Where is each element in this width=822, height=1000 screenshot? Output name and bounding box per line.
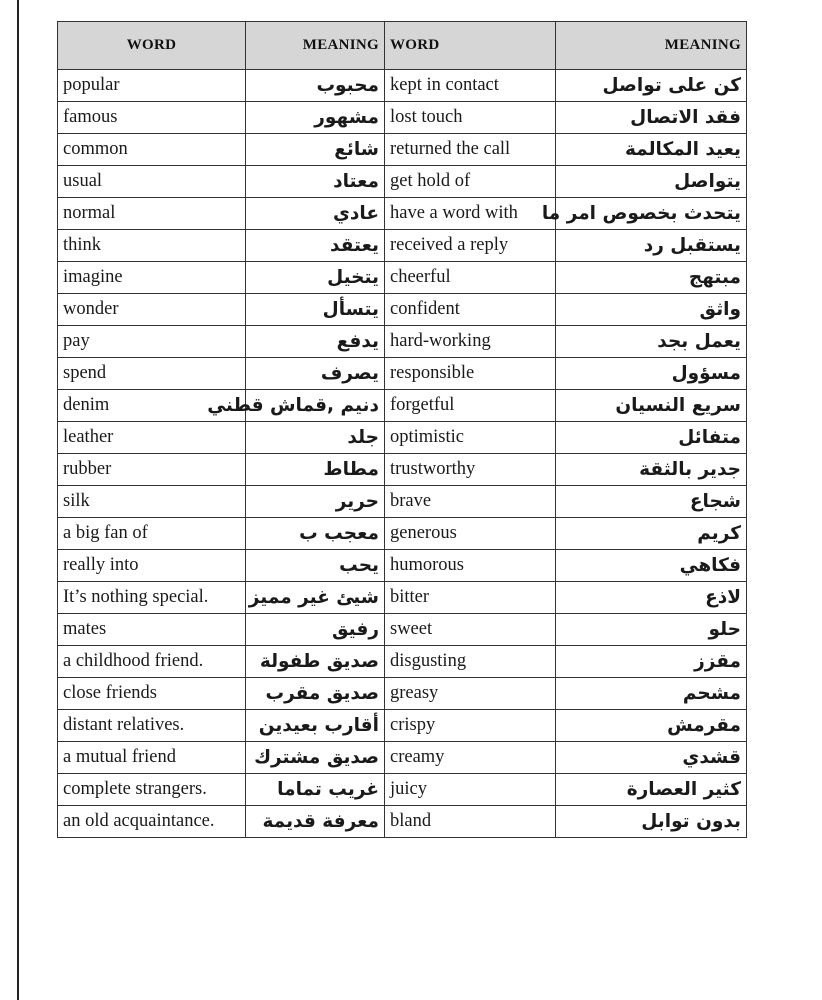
word-cell: famous [58,102,246,134]
word-cell: a childhood friend. [58,646,246,678]
header-row [58,22,747,70]
meaning-cell: معرفة قديمة [246,806,385,838]
table-row [58,454,747,486]
word-cell: imagine [58,262,246,294]
word-cell: creamy [385,742,556,774]
word-cell: a big fan of [58,518,246,550]
word-cell: wonder [58,294,246,326]
meaning-cell: قشدي [556,742,747,774]
word-cell: pay [58,326,246,358]
meaning-cell: عادي [246,198,385,230]
header-meaning-1: MEANING [246,22,385,70]
meaning-cell: جلد [246,422,385,454]
word-cell: confident [385,294,556,326]
table-row [58,166,747,198]
meaning-cell: مشهور [246,102,385,134]
table-row [58,806,747,838]
table-row [58,70,747,102]
word-cell: spend [58,358,246,390]
table-row [58,230,747,262]
word-cell: juicy [385,774,556,806]
meaning-cell: مشحم [556,678,747,710]
meaning-cell: يصرف [246,358,385,390]
meaning-cell: يدفع [246,326,385,358]
meaning-cell: متفائل [556,422,747,454]
table-row [58,422,747,454]
meaning-cell: صديق مشترك [246,742,385,774]
word-cell: rubber [58,454,246,486]
word-cell: cheerful [385,262,556,294]
vocabulary-table [57,21,747,838]
word-cell: close friends [58,678,246,710]
meaning-cell: مبتهج [556,262,747,294]
word-cell: common [58,134,246,166]
meaning-cell: مقزز [556,646,747,678]
word-cell: bland [385,806,556,838]
meaning-cell: مسؤول [556,358,747,390]
word-cell: greasy [385,678,556,710]
word-cell: returned the call [385,134,556,166]
header-word-1: WORD [58,22,246,70]
word-cell: disgusting [385,646,556,678]
header-meaning-2: MEANING [556,22,747,70]
table-row [58,678,747,710]
word-cell: generous [385,518,556,550]
meaning-cell: سريع النسيان [556,390,747,422]
word-cell: normal [58,198,246,230]
meaning-cell: شيئ غير مميز [246,582,385,614]
table-row [58,134,747,166]
word-cell: brave [385,486,556,518]
meaning-cell: شائع [246,134,385,166]
meaning-cell: مطاط [246,454,385,486]
word-cell: complete strangers. [58,774,246,806]
table-row [58,102,747,134]
meaning-cell: جدير بالثقة [556,454,747,486]
meaning-cell: يحب [246,550,385,582]
word-cell: It’s nothing special. [58,582,246,614]
meaning-cell: يتحدث بخصوص امر ما [556,198,747,230]
table-row [58,326,747,358]
table-header [58,22,747,70]
meaning-cell: يتواصل [556,166,747,198]
table-row [58,774,747,806]
table-row [58,198,747,230]
word-cell: mates [58,614,246,646]
word-cell: popular [58,70,246,102]
word-cell: a mutual friend [58,742,246,774]
table-body [58,70,747,838]
table-row [58,710,747,742]
word-cell: leather [58,422,246,454]
meaning-cell: كن على تواصل [556,70,747,102]
meaning-cell: كثير العصارة [556,774,747,806]
meaning-cell: أقارب بعيدين [246,710,385,742]
meaning-cell: محبوب [246,70,385,102]
word-cell: usual [58,166,246,198]
meaning-cell: واثق [556,294,747,326]
meaning-cell: معتاد [246,166,385,198]
meaning-cell: دنيم ,قماش قطني [246,390,385,422]
word-cell: an old acquaintance. [58,806,246,838]
word-cell: responsible [385,358,556,390]
word-cell: optimistic [385,422,556,454]
meaning-cell: يتسأل [246,294,385,326]
meaning-cell: معجب ب [246,518,385,550]
header-word-2: WORD [385,22,556,70]
table-row [58,390,747,422]
word-cell: get hold of [385,166,556,198]
word-cell: kept in contact [385,70,556,102]
meaning-cell: يعيد المكالمة [556,134,747,166]
word-cell: bitter [385,582,556,614]
word-cell: really into [58,550,246,582]
table-row [58,550,747,582]
meaning-cell: كريم [556,518,747,550]
meaning-cell: يعمل بجد [556,326,747,358]
table-row [58,742,747,774]
meaning-cell: رفيق [246,614,385,646]
word-cell: silk [58,486,246,518]
word-cell: humorous [385,550,556,582]
meaning-cell: حرير [246,486,385,518]
meaning-cell: حلو [556,614,747,646]
meaning-cell: بدون توابل [556,806,747,838]
word-cell: trustworthy [385,454,556,486]
table-row [58,262,747,294]
table-row [58,614,747,646]
word-cell: think [58,230,246,262]
word-cell: crispy [385,710,556,742]
meaning-cell: يستقبل رد [556,230,747,262]
meaning-cell: يتخيل [246,262,385,294]
table-row [58,518,747,550]
word-cell: denim [58,390,246,422]
meaning-cell: فقد الاتصال [556,102,747,134]
meaning-cell: شجاع [556,486,747,518]
meaning-cell: مقرمش [556,710,747,742]
table-row [58,294,747,326]
meaning-cell: غريب تماما [246,774,385,806]
word-cell: forgetful [385,390,556,422]
word-cell: have a word with [385,198,556,230]
meaning-cell: فكاهي [556,550,747,582]
meaning-cell: صديق مقرب [246,678,385,710]
table-row [58,358,747,390]
word-cell: hard-working [385,326,556,358]
table-row [58,486,747,518]
word-cell: received a reply [385,230,556,262]
word-cell: lost touch [385,102,556,134]
word-cell: distant relatives. [58,710,246,742]
table-row [58,582,747,614]
table-row [58,646,747,678]
word-cell: sweet [385,614,556,646]
meaning-cell: يعتقد [246,230,385,262]
meaning-cell: لاذع [556,582,747,614]
meaning-cell: صديق طفولة [246,646,385,678]
